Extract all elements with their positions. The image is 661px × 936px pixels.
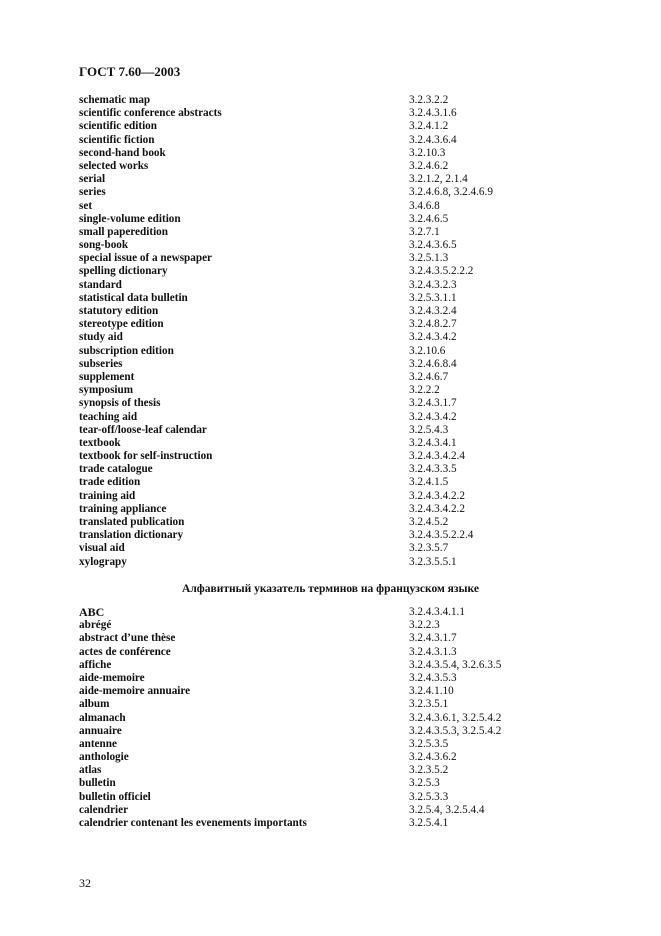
index-term: scientific fiction xyxy=(79,133,155,146)
index-term: song-book xyxy=(79,239,129,252)
index-section-code: 3.2.4.3.6.2 xyxy=(409,751,457,764)
index-section-code: 3.2.4.3.1.7 xyxy=(409,397,457,410)
index-section-code: 3.2.1.2, 2.1.4 xyxy=(409,173,468,186)
index-term: stereotype edition xyxy=(79,318,164,331)
index-section-code: 3.2.4.3.6.5 xyxy=(409,239,457,252)
index-section-code: 3.2.4.3.1.6 xyxy=(409,107,457,120)
index-entry xyxy=(79,252,549,265)
french-term-index xyxy=(79,606,549,830)
index-entry xyxy=(79,685,549,698)
index-term: teaching aid xyxy=(79,410,138,423)
index-term: series xyxy=(79,186,106,199)
index-section-code: 3.2.3.5.1 xyxy=(409,698,449,711)
english-term-index xyxy=(79,94,549,569)
index-section-code: 3.2.4.3.4.2 xyxy=(409,331,457,344)
index-section-code: 3.2.5.3.1.1 xyxy=(409,291,457,304)
index-entry xyxy=(79,672,549,685)
index-entry xyxy=(79,817,549,830)
index-section-code: 3.2.4.6.8, 3.2.4.6.9 xyxy=(409,186,493,199)
index-entry xyxy=(79,226,549,239)
document-header: ГОСТ 7.60—2003 xyxy=(79,64,181,79)
index-entry xyxy=(79,503,549,516)
index-section-code: 3.4.6.8 xyxy=(409,199,440,212)
index-section-code: 3.2.4.6.5 xyxy=(409,212,449,225)
index-section-code: 3.2.5.1.3 xyxy=(409,252,449,265)
index-term: synopsis of thesis xyxy=(79,397,161,410)
index-term: abstract d’une thèse xyxy=(79,632,176,645)
index-entry xyxy=(79,463,549,476)
index-term: single-volume edition xyxy=(79,212,181,225)
index-section-code: 3.2.4.3.4.2.2 xyxy=(409,489,465,502)
index-entry xyxy=(79,384,549,397)
index-entry xyxy=(79,659,549,672)
index-term: training appliance xyxy=(79,502,167,515)
index-term: statistical data bulletin xyxy=(79,291,188,304)
index-section-code: 3.2.4.3.4.1 xyxy=(409,436,457,449)
index-entry xyxy=(79,516,549,529)
index-section-code: 3.2.4.1.2 xyxy=(409,120,449,133)
index-term: xylograpy xyxy=(79,555,127,568)
index-term: affiche xyxy=(79,658,112,671)
index-term: spelling dictionary xyxy=(79,265,168,278)
index-entry xyxy=(79,490,549,503)
index-entry xyxy=(79,371,549,384)
index-term: visual aid xyxy=(79,542,125,555)
index-term: subseries xyxy=(79,357,123,370)
index-term: ABC xyxy=(79,606,105,619)
index-term: atlas xyxy=(79,764,102,777)
index-entry xyxy=(79,804,549,817)
index-term: abrégé xyxy=(79,619,112,632)
index-entry xyxy=(79,318,549,331)
index-term: scientific edition xyxy=(79,120,157,133)
index-section-code: 3.2.4.3.4.1.1 xyxy=(409,606,465,618)
index-term: training aid xyxy=(79,489,136,502)
index-section-code: 3.2.3.2.2 xyxy=(409,94,449,106)
index-entry xyxy=(79,450,549,463)
index-section-code: 3.2.4.3.5.3, 3.2.5.4.2 xyxy=(409,724,502,737)
index-term: translated publication xyxy=(79,516,185,528)
index-entry xyxy=(79,305,549,318)
index-entry xyxy=(79,476,549,489)
index-term: album xyxy=(79,698,110,711)
index-section-code: 3.2.4.6.7 xyxy=(409,370,449,383)
index-term: aide-memoire xyxy=(79,671,145,684)
index-term: supplement xyxy=(79,370,135,383)
index-entry xyxy=(79,147,549,160)
index-term: set xyxy=(79,199,93,212)
index-section-code: 3.2.4.1.5 xyxy=(409,476,449,489)
index-section-code: 3.2.4.6.8.4 xyxy=(409,357,457,370)
index-term: statutory edition xyxy=(79,305,159,317)
index-entry xyxy=(79,134,549,147)
index-entry xyxy=(79,411,549,424)
index-section-code: 3.2.7.1 xyxy=(409,225,440,238)
index-term: subscription edition xyxy=(79,344,174,357)
index-entry xyxy=(79,107,549,120)
index-section-code: 3.2.5.3 xyxy=(409,777,440,790)
index-entry xyxy=(79,791,549,804)
index-term: special issue of a newspaper xyxy=(79,252,213,265)
index-term: bulletin xyxy=(79,777,116,790)
index-entry xyxy=(79,120,549,133)
index-section-code: 3.2.3.5.5.1 xyxy=(409,555,457,568)
index-entry xyxy=(79,556,549,569)
index-term: calendrier contenant les evenements importants xyxy=(79,817,307,829)
index-term: antenne xyxy=(79,737,117,750)
index-entry xyxy=(79,265,549,278)
index-entry xyxy=(79,424,549,437)
index-term: trade edition xyxy=(79,476,141,489)
index-entry xyxy=(79,160,549,173)
index-section-code: 3.2.2.2 xyxy=(409,384,440,397)
french-index-title: Алфавитный указатель терминов на французском языке xyxy=(182,583,479,595)
index-section-code: 3.2.3.5.7 xyxy=(409,542,449,555)
index-entry xyxy=(79,777,549,790)
index-term: anthologie xyxy=(79,751,129,764)
index-section-code: 3.2.5.3.5 xyxy=(409,737,449,750)
index-term: annuaire xyxy=(79,724,122,737)
index-section-code: 3.2.4.8.2.7 xyxy=(409,318,457,331)
index-entry xyxy=(79,542,549,555)
index-term: study aid xyxy=(79,331,123,344)
index-entry xyxy=(79,619,549,632)
index-entry xyxy=(79,292,549,305)
index-section-code: 3.2.4.3.1.7 xyxy=(409,632,457,645)
index-section-code: 3.2.4.3.1.3 xyxy=(409,645,457,658)
index-term: scientific conference abstracts xyxy=(79,107,222,120)
index-entry xyxy=(79,345,549,358)
index-section-code: 3.2.4.3.2.4 xyxy=(409,305,457,317)
index-term: second-hand book xyxy=(79,146,166,159)
index-term: tear-off/loose-leaf calendar xyxy=(79,423,207,436)
index-term: translation dictionary xyxy=(79,529,184,542)
index-term: textbook for self-instruction xyxy=(79,450,213,463)
index-entry xyxy=(79,358,549,371)
index-section-code: 3.2.4.1.10 xyxy=(409,685,454,698)
index-section-code: 3.2.4.5.2 xyxy=(409,516,449,528)
index-section-code: 3.2.4.3.2.3 xyxy=(409,278,457,291)
index-section-code: 3.2.4.3.4.2.2 xyxy=(409,502,465,515)
index-term: textbook xyxy=(79,436,121,449)
index-entry xyxy=(79,698,549,711)
page-number: 32 xyxy=(79,876,91,890)
index-section-code: 3.2.5.3.3 xyxy=(409,790,449,803)
index-section-code: 3.2.5.4, 3.2.5.4.4 xyxy=(409,803,485,816)
index-term: trade catalogue xyxy=(79,463,153,476)
index-section-code: 3.2.4.3.5.2.2.4 xyxy=(409,529,474,542)
index-term: small paperedition xyxy=(79,225,168,238)
index-section-code: 3.2.10.6 xyxy=(409,344,446,357)
index-term: actes de conférence xyxy=(79,645,171,658)
index-entry xyxy=(79,213,549,226)
index-entry xyxy=(79,764,549,777)
index-entry xyxy=(79,94,549,107)
index-section-code: 3.2.4.6.2 xyxy=(409,159,449,172)
index-term: selected works xyxy=(79,159,149,172)
index-section-code: 3.2.4.3.3.5 xyxy=(409,463,457,476)
index-section-code: 3.2.4.3.4.2 xyxy=(409,410,457,423)
index-section-code: 3.2.4.3.5.4, 3.2.6.3.5 xyxy=(409,658,502,671)
index-section-code: 3.2.4.3.4.2.4 xyxy=(409,450,465,463)
index-entry xyxy=(79,632,549,645)
index-section-code: 3.2.4.3.6.4 xyxy=(409,133,457,146)
index-section-code: 3.2.5.4.1 xyxy=(409,817,449,829)
index-term: bulletin officiel xyxy=(79,790,151,803)
index-section-code: 3.2.5.4.3 xyxy=(409,423,449,436)
index-entry xyxy=(79,712,549,725)
index-entry xyxy=(79,725,549,738)
index-term: symposium xyxy=(79,384,134,397)
index-entry xyxy=(79,279,549,292)
index-entry xyxy=(79,173,549,186)
index-entry xyxy=(79,646,549,659)
index-entry xyxy=(79,529,549,542)
index-section-code: 3.2.2.3 xyxy=(409,619,440,632)
index-section-code: 3.2.4.3.5.3 xyxy=(409,671,457,684)
index-term: schematic map xyxy=(79,94,151,106)
index-term: calendrier xyxy=(79,803,129,816)
index-section-code: 3.2.4.3.5.2.2.2 xyxy=(409,265,474,278)
index-section-code: 3.2.3.5.2 xyxy=(409,764,449,777)
index-entry xyxy=(79,397,549,410)
index-term: aide-memoire annuaire xyxy=(79,685,191,698)
index-entry xyxy=(79,239,549,252)
index-entry xyxy=(79,738,549,751)
index-term: serial xyxy=(79,173,106,186)
index-term: almanach xyxy=(79,711,126,724)
index-entry xyxy=(79,437,549,450)
index-entry xyxy=(79,200,549,213)
index-section-code: 3.2.4.3.6.1, 3.2.5.4.2 xyxy=(409,711,502,724)
index-entry xyxy=(79,751,549,764)
index-entry xyxy=(79,606,549,619)
index-section-code: 3.2.10.3 xyxy=(409,146,446,159)
index-entry xyxy=(79,186,549,199)
index-entry xyxy=(79,331,549,344)
index-term: standard xyxy=(79,278,122,291)
